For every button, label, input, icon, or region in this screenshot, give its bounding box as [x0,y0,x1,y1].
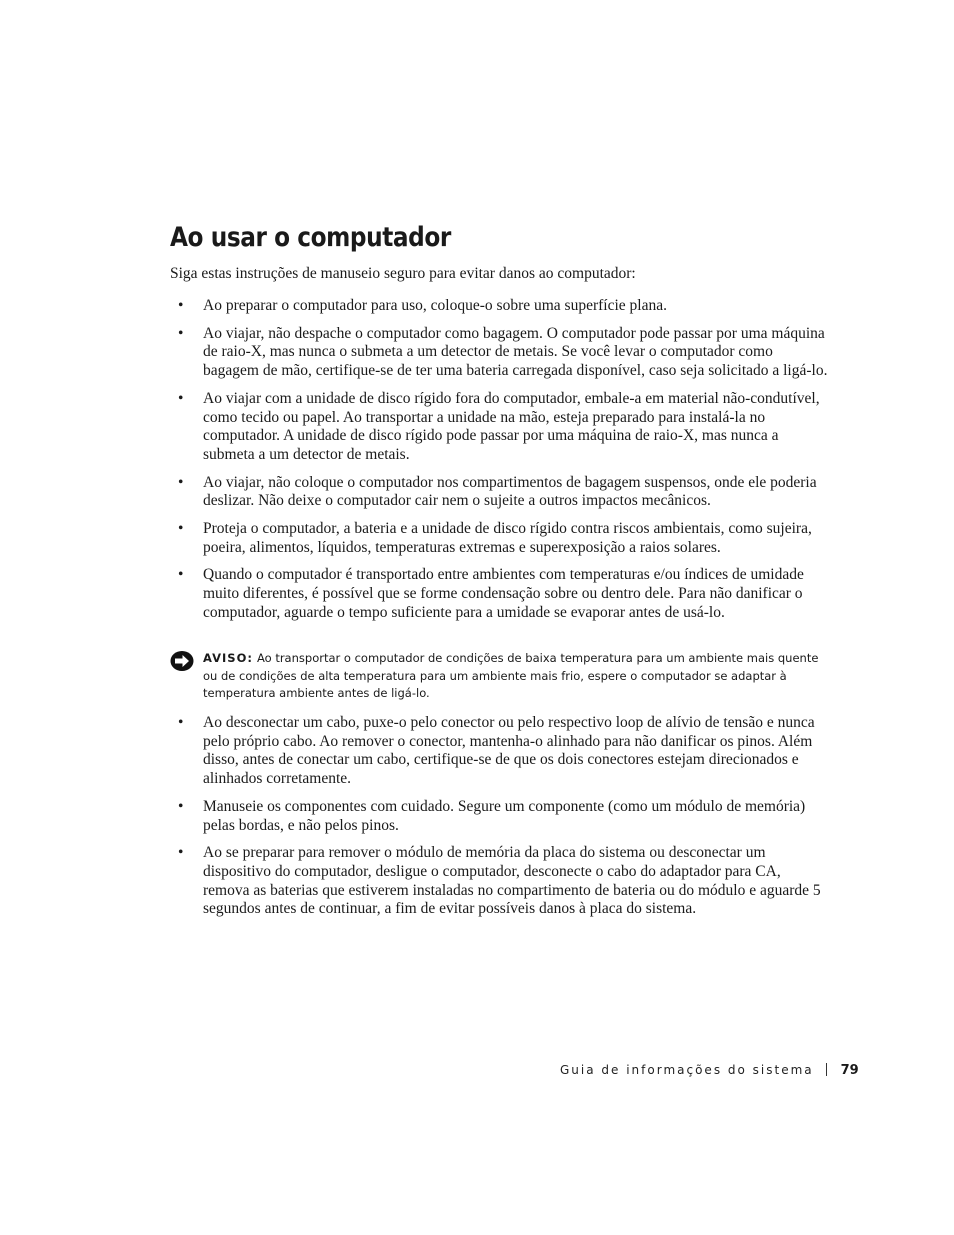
list-item: • Ao viajar, não coloque o computador nos compartimentos de bagagem suspensos, onde ele poderia deslizar. Não deixe o computador cair nem o sujeite a outros impactos mecânicos. [170,474,830,511]
notice-body: Ao transportar o computador de condições de baixa temperatura para um ambiente mais quente ou de condições de alta temperatura para um ambiente mais frio, espere o computador se adaptar à temperatura ambiente antes de ligá-lo. [203,651,819,700]
footer-divider [826,1063,827,1076]
page-number: 79 [840,1063,859,1078]
list-item: • Manuseie os componentes com cuidado. Segure um componente (como um módulo de memória) pelas bordas, e não pelos pinos. [170,798,830,835]
list-item: • Ao se preparar para remover o módulo de memória da placa do sistema ou desconectar um dispositivo do computador, desligue o computador, desconecte o cabo do adaptador para CA, remova as baterias que estiverem instaladas no compartimento de bateria ou do módulo e aguarde 5 segundos antes de continuar, a fim de evitar possíveis danos à placa do sistema. [170,844,830,919]
list-item: • Ao viajar com a unidade de disco rígido fora do computador, embale-a em material não-condutível, como tecido ou papel. Ao transportar a unidade na mão, esteja preparado para instalá-la no computador. A unidade de disco rígido pode passar por uma máquina de raio-X, mas nunca a submeta a um detector de metais. [170,390,830,465]
list-item: • Ao viajar, não despache o computador como bagagem. O computador pode passar por uma máquina de raio-X, mas nunca o submeta a um detector de metais. Se você levar o computador como bagagem de mão, certifique-se de ter uma bateria carregada disponível, caso seja solicitado a ligá-lo. [170,325,830,381]
footer-title: Guia de informações do sistema [560,1063,814,1077]
list-item: • Ao preparar o computador para uso, coloque-o sobre uma superfície plana. [170,297,830,316]
intro-paragraph: Siga estas instruções de manuseio seguro para evitar danos ao computador: [170,265,636,282]
page-footer [560,1061,859,1080]
safety-list-bottom [170,714,830,928]
safety-list-top [170,297,830,632]
page-title: Ao usar o computador [170,222,451,253]
notice-arrow-icon [170,650,194,672]
list-item: • Proteja o computador, a bateria e a unidade de disco rígido contra riscos ambientais, como sujeira, poeira, alimentos, líquidos, temperaturas extremas e superexposição a raios solares. [170,520,830,557]
notice-text [170,650,830,703]
notice-block [170,650,830,703]
list-item: • Ao desconectar um cabo, puxe-o pelo conector ou pelo respectivo loop de alívio de tensão e nunca pelo próprio cabo. Ao remover o conector, mantenha-o alinhado para não danificar os pinos. Além disso, antes de conectar um cabo, certifique-se de que os dois conectores estejam direcionados e alinhados corretamente. [170,714,830,789]
notice-label: AVISO: [203,651,253,665]
list-item: • Quando o computador é transportado entre ambientes com temperaturas e/ou índices de umidade muito diferentes, é possível que se forme condensação sobre ou dentro dele. Para não danificar o computador, aguarde o tempo suficiente para a umidade se evaporar antes de usá-lo. [170,566,830,622]
